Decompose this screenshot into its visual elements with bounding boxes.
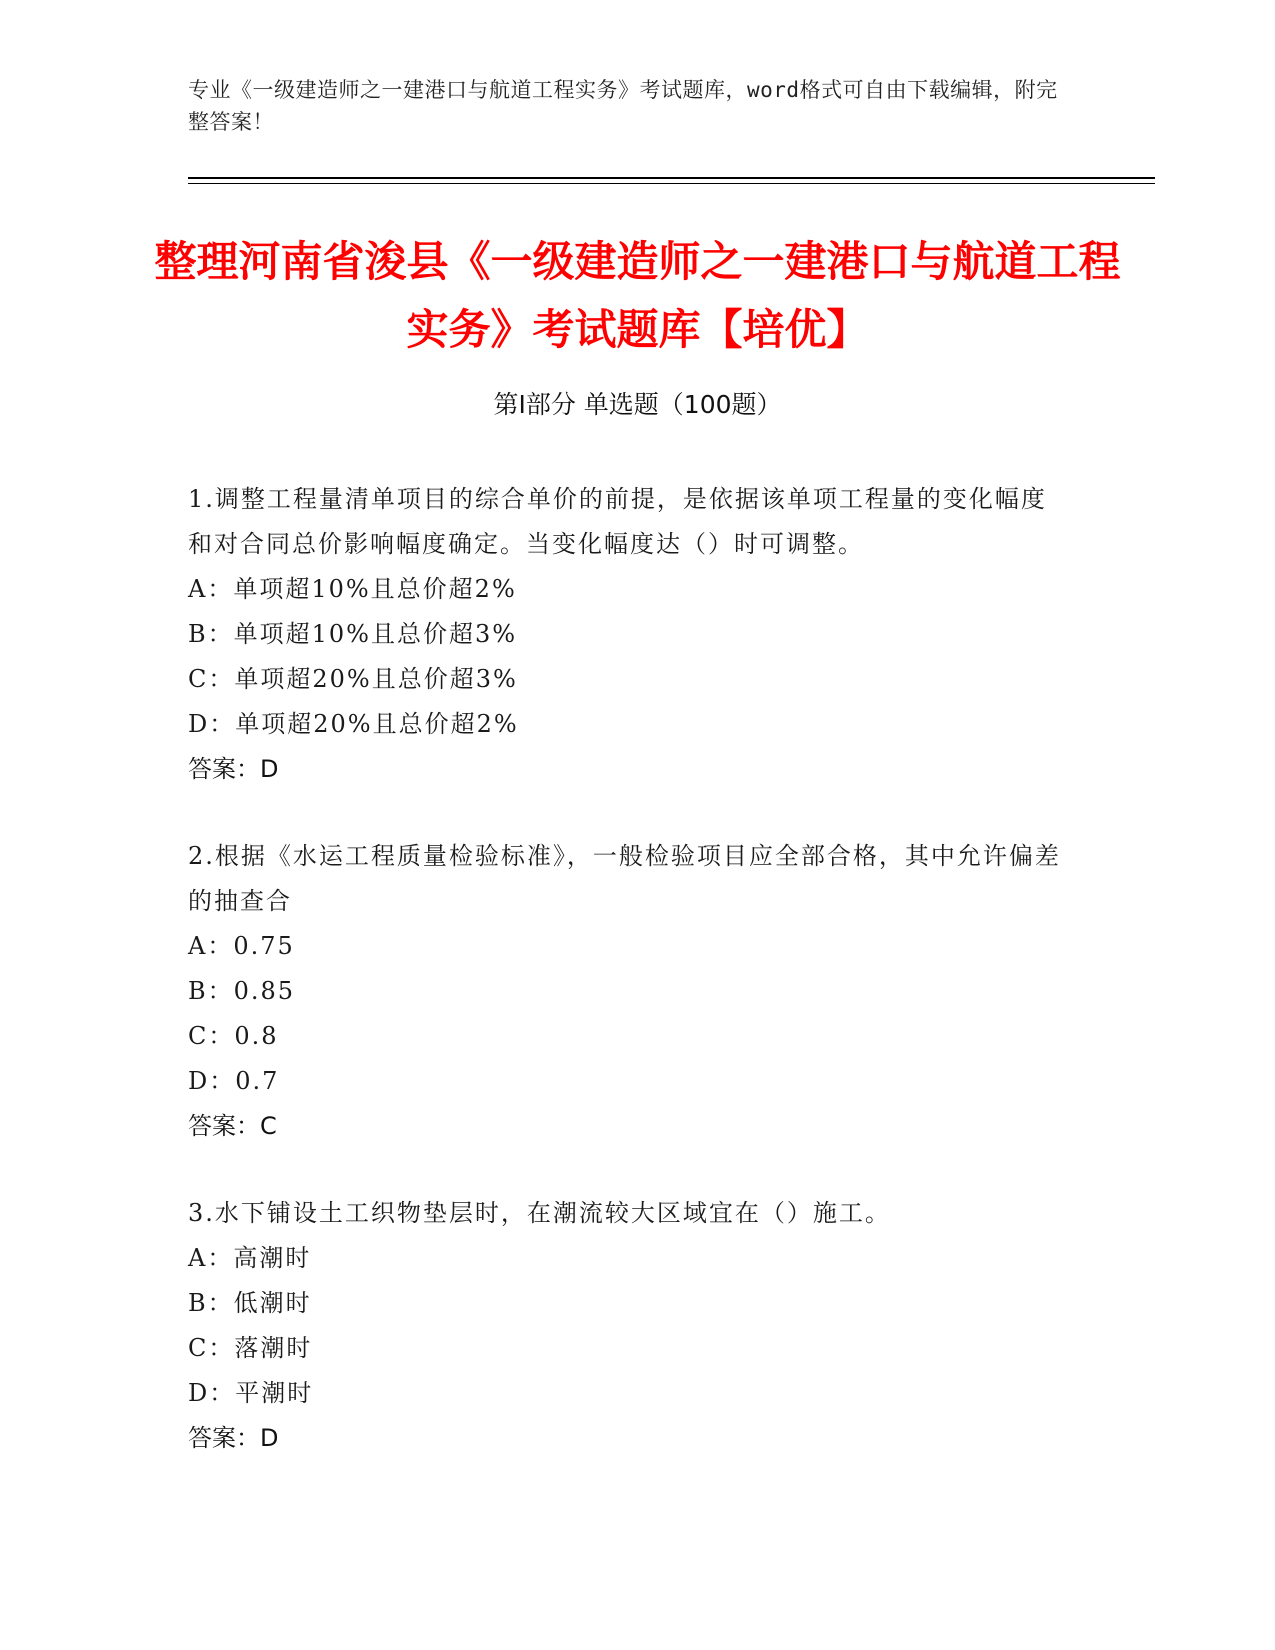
question-option-c: C：单项超20%且总价超3% xyxy=(188,665,518,693)
question-answer: 答案：C xyxy=(188,1112,277,1140)
question-option-d: D：单项超20%且总价超2% xyxy=(188,710,519,738)
question-stem: 2.根据《水运工程质量检验标准》，一般检验项目应全部合格，其中允许偏差的抽查合 xyxy=(188,842,1061,915)
question-stem: 3.水下铺设土工织物垫层时，在潮流较大区域宜在（）施工。 xyxy=(188,1199,891,1227)
header-note: 专业《一级建造师之一建港口与航道工程实务》考试题库，word格式可自由下载编辑，附完整答案！ xyxy=(188,78,1058,134)
question-1 xyxy=(188,477,1068,792)
question-option-c: C：0.8 xyxy=(188,1022,279,1050)
section-title: 第Ⅰ部分 单选题（100题） xyxy=(493,390,782,419)
question-option-d: D：平潮时 xyxy=(188,1379,314,1407)
document-title: 整理河南省浚县《一级建造师之一建港口与航道工程实务》考试题库【培优】 xyxy=(154,237,1121,354)
question-stem: 1.调整工程量清单项目的综合单价的前提，是依据该单项工程量的变化幅度和对合同总价影响幅度确定。当变化幅度达（）时可调整。 xyxy=(188,485,1047,558)
question-option-b: B：0.85 xyxy=(188,977,296,1005)
question-2 xyxy=(188,834,1068,1149)
question-option-b: B：单项超10%且总价超3% xyxy=(188,620,518,648)
question-answer: 答案：D xyxy=(188,1424,279,1452)
question-option-a: A：高潮时 xyxy=(188,1244,312,1272)
header-divider-thin xyxy=(188,183,1155,184)
question-option-b: B：低潮时 xyxy=(188,1289,312,1317)
header-divider-thick xyxy=(188,177,1155,179)
question-list xyxy=(188,477,1068,1503)
question-option-a: A：0.75 xyxy=(188,932,295,960)
question-option-a: A：单项超10%且总价超2% xyxy=(188,575,517,603)
question-answer: 答案：D xyxy=(188,755,279,783)
question-option-d: D：0.7 xyxy=(188,1067,280,1095)
question-3 xyxy=(188,1191,1068,1461)
question-option-c: C：落潮时 xyxy=(188,1334,313,1362)
